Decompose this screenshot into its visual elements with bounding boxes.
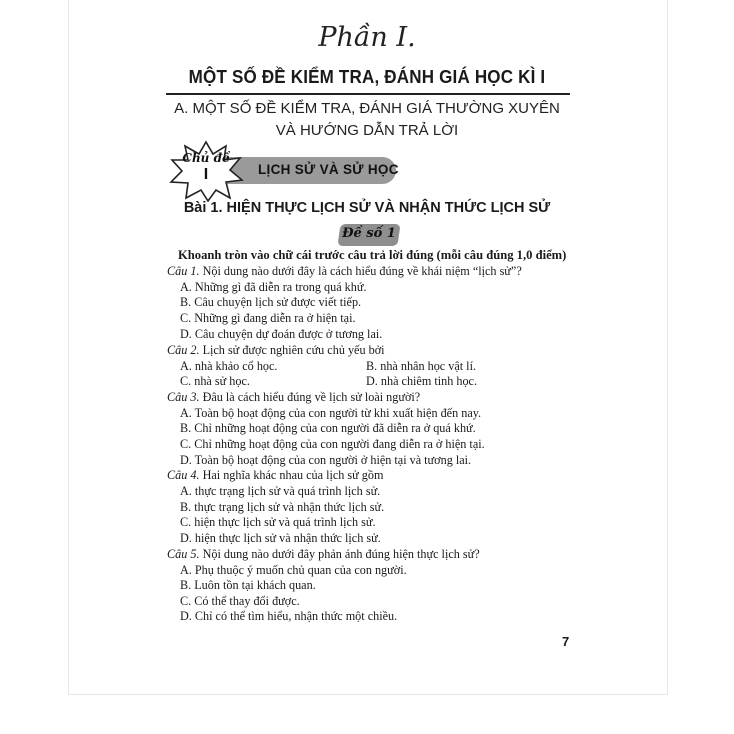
title-divider — [166, 93, 570, 95]
question-number: Câu 5. — [167, 547, 200, 561]
answer-option: A. Những gì đã diễn ra trong quá khứ. — [180, 280, 367, 294]
answer-option: C. hiện thực lịch sử và quá trình lịch sử. — [180, 515, 376, 529]
question-stem — [167, 343, 385, 358]
answer-option: D. Chỉ có thể tìm hiểu, nhận thức một chiều. — [180, 609, 398, 623]
topic-label: Chủ đề — [182, 151, 230, 165]
answer-option: B. thực trạng lịch sử và nhận thức lịch sử. — [180, 500, 385, 514]
question-stem — [167, 390, 420, 405]
question-stem — [167, 547, 480, 562]
answer-option: D. Câu chuyện dự đoán được ở tương lai. — [180, 327, 383, 341]
topic-title: LỊCH SỬ VÀ SỬ HỌC — [258, 162, 399, 177]
subtitle-line-2: VÀ HƯỚNG DẪN TRẢ LỜI — [275, 122, 459, 139]
main-title: MỘT SỐ ĐỀ KIỂM TRA, ĐÁNH GIÁ HỌC KÌ I — [188, 66, 546, 87]
answer-option: A. thực trạng lịch sử và quá trình lịch sử. — [180, 484, 381, 498]
question-text: Đâu là cách hiểu đúng về lịch sử loài người? — [202, 390, 421, 404]
answer-option: C. Chỉ những hoạt động của con người đang diễn ra ở hiện tại. — [180, 437, 485, 451]
question-number: Câu 1. — [167, 264, 200, 278]
answer-option: D. Toàn bộ hoạt động của con người ở hiện tại và tương lai. — [180, 453, 472, 467]
question-text: Lịch sử được nghiên cứu chủ yếu bởi — [202, 343, 385, 357]
answer-option: A. nhà khảo cổ học. — [180, 359, 278, 373]
question-number: Câu 2. — [167, 343, 200, 357]
answer-option: A. Toàn bộ hoạt động của con người từ khi xuất hiện đến nay. — [180, 406, 482, 420]
answer-option: B. nhà nhân học vật lí. — [366, 359, 477, 373]
question-number: Câu 4. — [167, 468, 200, 482]
topic-number: I — [203, 166, 209, 183]
question-text: Nội dung nào dưới đây phản ánh đúng hiện thực lịch sử? — [202, 547, 480, 561]
answer-option: B. Câu chuyện lịch sử được viết tiếp. — [180, 295, 362, 309]
page-number: 7 — [562, 634, 570, 649]
answer-option: C. nhà sử học. — [180, 374, 250, 388]
answer-option: C. Có thể thay đổi được. — [180, 594, 300, 608]
answer-option: A. Phụ thuộc ý muốn chủ quan của con người. — [180, 563, 407, 577]
question-text: Hai nghĩa khác nhau của lịch sử gồm — [202, 468, 384, 482]
answer-option: D. hiện thực lịch sử và nhận thức lịch sử. — [180, 531, 381, 545]
answer-option: C. Những gì đang diễn ra ở hiện tại. — [180, 311, 356, 325]
subtitle-line-1: A. MỘT SỐ ĐỀ KIỂM TRA, ĐÁNH GIÁ THƯỜNG XUYÊN — [174, 100, 560, 117]
answer-option: D. nhà chiêm tinh học. — [366, 374, 478, 388]
instruction: Khoanh tròn vào chữ cái trước câu trả lời đúng (mỗi câu đúng 1,0 điểm) — [178, 248, 567, 262]
question-number: Câu 3. — [167, 390, 200, 404]
answer-option: B. Chỉ những hoạt động của con người đã diễn ra ở quá khứ. — [180, 421, 476, 435]
exam-label: Đề số 1 — [342, 226, 396, 241]
lesson-title: Bài 1. HIỆN THỰC LỊCH SỬ VÀ NHẬN THỨC LỊCH SỬ — [183, 200, 551, 216]
question-stem — [167, 468, 383, 483]
question-stem — [167, 264, 522, 279]
part-title: Phần I. — [318, 22, 416, 53]
question-text: Nội dung nào dưới đây là cách hiểu đúng về khái niệm “lịch sử”? — [202, 264, 522, 278]
answer-option: B. Luôn tồn tại khách quan. — [180, 578, 316, 592]
